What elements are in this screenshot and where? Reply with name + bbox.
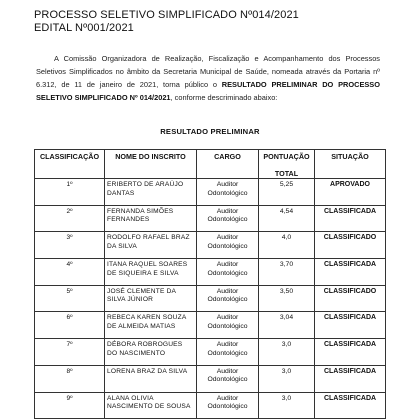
row-classificacao: 4º (35, 259, 105, 286)
row-classificacao: 6º (35, 312, 105, 339)
row-cargo: Auditor Odontológico (197, 232, 259, 259)
row-nome: DÉBORA ROBROGUES DO NASCIMENTO (105, 339, 197, 366)
header-cargo: CARGO (197, 150, 259, 179)
row-cargo: Auditor Odontológico (197, 365, 259, 392)
row-nome: REBECA KAREN SOUZA DE ALMEIDA MATIAS (105, 312, 197, 339)
table-header-row (35, 150, 386, 179)
header-pontuacao-label: PONTUAÇÃO (263, 152, 310, 161)
document-title: PROCESSO SELETIVO SIMPLIFICADO Nº014/2021 (34, 9, 299, 21)
row-classificacao: 1º (35, 179, 105, 206)
table-row (35, 205, 386, 232)
header-pontuacao (259, 150, 315, 179)
row-nome: RODOLFO RAFAEL BRAZ DA SILVA (105, 232, 197, 259)
row-classificacao: 3º (35, 232, 105, 259)
header-situacao: SITUAÇÃO (315, 150, 386, 179)
row-cargo: Auditor Odontológico (197, 179, 259, 206)
row-situacao: CLASSIFICADA (315, 205, 386, 232)
row-cargo: Auditor Odontológico (197, 205, 259, 232)
table-body (35, 179, 386, 419)
row-situacao: CLASSIFICADA (315, 259, 386, 286)
row-nome: FERNANDA SIMÕES FERNANDES (105, 205, 197, 232)
table-row (35, 179, 386, 206)
row-pontuacao: 3,50 (259, 285, 315, 312)
header-classificacao: CLASSIFICAÇÃO (35, 150, 105, 179)
row-cargo: Auditor Odontológico (197, 312, 259, 339)
row-classificacao: 2º (35, 205, 105, 232)
row-nome: ALANA OLIVIA NASCIMENTO DE SOUSA (105, 392, 197, 419)
row-situacao: CLASSIFICADA (315, 365, 386, 392)
table-row (35, 232, 386, 259)
header-pontuacao-total: TOTAL (274, 169, 299, 178)
row-classificacao: 9º (35, 392, 105, 419)
row-pontuacao: 3,0 (259, 365, 315, 392)
row-situacao: CLASSIFICADA (315, 392, 386, 419)
result-heading: RESULTADO PRELIMINAR (160, 127, 260, 136)
row-nome: ITANA RAQUEL SOARES DE SIQUEIRA E SILVA (105, 259, 197, 286)
header-nome: NOME DO INSCRITO (105, 150, 197, 179)
row-cargo: Auditor Odontológico (197, 339, 259, 366)
row-cargo: Auditor Odontológico (197, 259, 259, 286)
row-classificacao: 8º (35, 365, 105, 392)
edital-number: EDITAL Nº001/2021 (34, 22, 134, 34)
row-pontuacao: 3,0 (259, 392, 315, 419)
table-row (35, 365, 386, 392)
table-row (35, 285, 386, 312)
row-pontuacao: 4,54 (259, 205, 315, 232)
row-nome: ERIBERTO DE ARAÚJO DANTAS (105, 179, 197, 206)
row-pontuacao: 3,04 (259, 312, 315, 339)
row-cargo: Auditor Odontológico (197, 285, 259, 312)
table-row (35, 339, 386, 366)
row-nome: LORENA BRAZ DA SILVA (105, 365, 197, 392)
row-situacao: CLASSIFICADO (315, 232, 386, 259)
table-row (35, 312, 386, 339)
row-classificacao: 7º (35, 339, 105, 366)
row-pontuacao: 3,0 (259, 339, 315, 366)
intro-paragraph (36, 52, 380, 104)
row-situacao: CLASSIFICADA (315, 339, 386, 366)
row-classificacao: 5º (35, 285, 105, 312)
row-cargo: Auditor Odontológico (197, 392, 259, 419)
intro-text-before: A Comissão Organizadora de Realização, Fiscalização e Acompanhamento dos Processos Seletivos Simplificados no âmbito da Secretaria Municipal de Saúde, nomeada através da Portaria nº 6.312, de 11 de janeiro de 2021, torna público o (36, 54, 380, 89)
row-situacao: CLASSIFICADA (315, 312, 386, 339)
row-pontuacao: 5,25 (259, 179, 315, 206)
row-situacao: APROVADO (315, 179, 386, 206)
intro-bold-text: RESULTADO PRELIMINAR DO PROCESSO SELETIVO SIMPLIFICADO Nº 014/2021 (36, 80, 380, 102)
intro-text-after: , conforme descriminado abaixo: (170, 93, 278, 102)
results-table (34, 149, 386, 419)
row-pontuacao: 4,0 (259, 232, 315, 259)
row-situacao: CLASSIFICADO (315, 285, 386, 312)
table-row (35, 392, 386, 419)
row-nome: JOSÉ CLEMENTE DA SILVA JÚNIOR (105, 285, 197, 312)
row-pontuacao: 3,70 (259, 259, 315, 286)
table-row (35, 259, 386, 286)
